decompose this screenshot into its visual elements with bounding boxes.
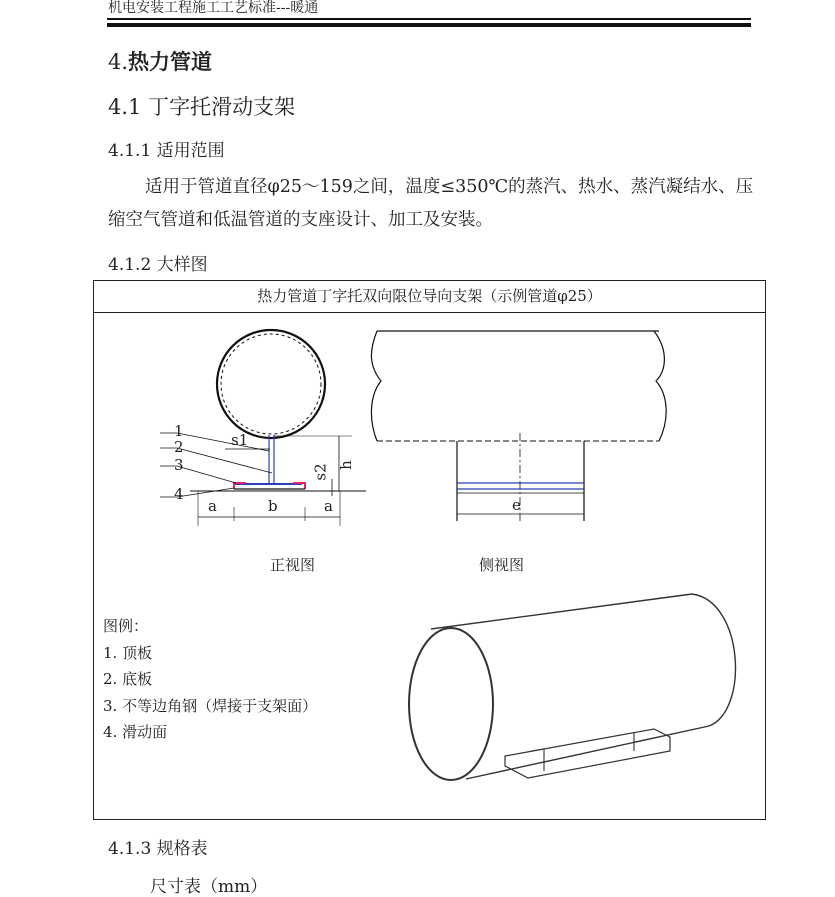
running-header: 机电安装工程施工工艺标准---暖通	[108, 0, 319, 16]
legend	[103, 613, 317, 746]
isometric-view-drawing	[409, 594, 735, 780]
callout-1: 1	[174, 422, 184, 440]
legend-title: 图例：	[103, 617, 149, 635]
callout-2: 2	[174, 438, 184, 456]
legend-item: 4. 滑动面	[103, 723, 168, 741]
dim-b-label: b	[268, 497, 278, 515]
front-view-label: 正视图	[270, 556, 316, 574]
side-view-label: 侧视图	[479, 556, 525, 574]
callout-4: 4	[174, 485, 184, 503]
front-view-drawing	[160, 330, 366, 526]
section-heading	[108, 46, 212, 76]
callout-3: 3	[174, 456, 184, 474]
dim-a-right-label: a	[324, 497, 333, 515]
dim-s2-label: s2	[311, 463, 330, 481]
scope-heading: 4.1.1 适用范围	[108, 141, 225, 161]
legend-item: 1. 顶板	[103, 643, 153, 662]
figure-caption: 热力管道丁字托双向限位导向支架（示例管道φ25）	[94, 281, 765, 313]
pipe-inner	[221, 334, 321, 434]
subsection-heading: 4.1 丁字托滑动支架	[108, 95, 296, 119]
dim-e-label: e	[512, 496, 521, 514]
legend-item: 2. 底板	[103, 670, 153, 688]
detail-heading: 4.1.2 大样图	[108, 255, 208, 275]
legend-item: 3. 不等边角钢（焊接于支架面）	[103, 696, 318, 715]
pipe-outer	[217, 330, 325, 438]
header-rule	[107, 18, 751, 20]
cutoff-text: 尺寸表（mm）	[150, 877, 268, 897]
header-rule-thick	[107, 23, 751, 27]
spec-heading: 4.1.3 规格表	[108, 839, 208, 859]
figure-frame	[93, 280, 766, 820]
section-number: 4.	[108, 50, 129, 74]
dim-h-label: h	[336, 460, 355, 470]
dim-a-left-label: a	[208, 497, 217, 515]
scope-paragraph: 适用于管道直径φ25～159之间，温度≤350℃的蒸汽、热水、蒸汽凝结水、压缩空气管道和低温管道的支座设计、加工及安装。	[108, 177, 754, 230]
side-view-drawing	[371, 331, 666, 521]
dim-s1-label: s1	[231, 431, 249, 449]
section-title: 热力管道	[128, 49, 213, 74]
